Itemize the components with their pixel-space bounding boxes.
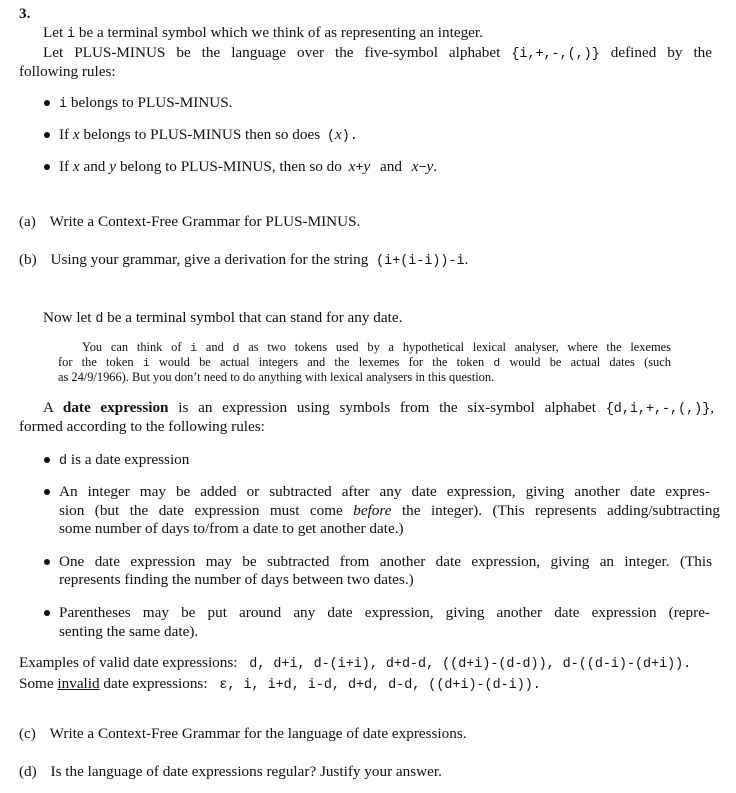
- part-label: (c): [19, 725, 36, 742]
- date-intro: [43, 309, 402, 329]
- text: be a terminal symbol that can stand for any date.: [107, 309, 403, 326]
- invalid-list: ε, i, i+d, i-d, d+d, d-d, ((d+i)-(d-i)).: [219, 678, 541, 693]
- part-text: Write a Context-Free Grammar for the language of date expressions.: [49, 725, 467, 742]
- part-b: [19, 251, 468, 271]
- text: is an expression using symbols from the six-symbol alphabet: [178, 399, 597, 416]
- text: A: [43, 399, 54, 416]
- part-text: Write a Context-Free Grammar for PLUS-MINUS.: [49, 213, 361, 230]
- part-label: (d): [19, 763, 37, 780]
- alphabet: {i,+,-,(,)}: [511, 47, 600, 62]
- text: ,: [710, 399, 715, 416]
- part-d: [19, 763, 442, 781]
- var-x: x: [335, 126, 342, 143]
- var-x: x: [72, 158, 80, 175]
- date-rule-3-line-1: One date expression may be subtracted from another date expression, giving an integer. (This: [59, 553, 712, 570]
- text: as two tokens used by a hypothetical lexical analyser, where the lexemes: [248, 340, 671, 354]
- alphabet: {d,i,+,-,(,)}: [605, 402, 711, 417]
- operator: +: [355, 161, 364, 176]
- note-line-3: as 24/9/1966). But you don’t need to do anything with lexical analysers in this question.: [58, 370, 495, 384]
- text: date expressions:: [103, 675, 208, 692]
- text: Now let: [43, 309, 92, 326]
- part-c: [19, 725, 467, 743]
- date-expression-definition-line-2: formed according to the following rules:: [19, 418, 265, 435]
- date-rule-2-line-3: some number of days to/from a date to get another date.): [59, 520, 404, 537]
- text: for the token: [58, 355, 134, 369]
- rule-3: [59, 158, 437, 178]
- part-text: Is the language of date expressions regular? Justify your answer.: [50, 763, 442, 780]
- symbol-d: d: [232, 343, 240, 355]
- paren: ).: [341, 129, 358, 144]
- text: is a date expression: [70, 451, 190, 468]
- text: Let PLUS-MINUS be the language over the five-symbol alphabet: [43, 44, 501, 61]
- var-y: y: [109, 158, 116, 175]
- var-x: x: [411, 158, 419, 175]
- symbol-d: d: [95, 312, 104, 327]
- symbol-i: i: [142, 358, 150, 370]
- var-x: x: [348, 158, 356, 175]
- date-rule-3-line-2: represents finding the number of days between two dates.): [59, 571, 414, 588]
- text: would be actual dates (such: [509, 355, 671, 369]
- valid-examples: [19, 654, 691, 674]
- part-text: Using your grammar, give a derivation for the string: [50, 251, 369, 268]
- bullet: [44, 132, 50, 138]
- date-expression-definition: [43, 399, 714, 419]
- rule-2: [59, 126, 358, 146]
- text: and: [83, 158, 106, 175]
- text: If: [59, 158, 70, 175]
- text: Some: [19, 675, 54, 692]
- text: would be actual integers and the lexemes for the token: [158, 355, 485, 369]
- part-label: (a): [19, 213, 36, 230]
- text: You can think of: [82, 340, 182, 354]
- symbol-i: i: [67, 27, 76, 42]
- text: .: [464, 251, 469, 268]
- text: .: [433, 158, 438, 175]
- var-y: y: [426, 158, 434, 175]
- symbol-d: d: [493, 358, 501, 370]
- text: the integer). (This represents adding/subtracting: [401, 502, 721, 519]
- paren: (: [326, 129, 335, 144]
- part-a: [19, 213, 360, 231]
- text: and: [205, 340, 224, 354]
- invalid-examples: [19, 675, 541, 695]
- symbol-i: i: [59, 97, 68, 112]
- operator: −: [418, 161, 427, 176]
- term-date-expression: date expression: [62, 399, 169, 416]
- underlined-word: invalid: [57, 675, 100, 692]
- valid-list: d, d+i, d-(i+i), d+d-d, ((d+i)-(d-d)), d-((d-i)-(d+i)).: [249, 657, 692, 672]
- text: belongs to PLUS-MINUS then so does: [83, 126, 321, 143]
- text: be a terminal symbol which we think of as representing an integer.: [78, 24, 483, 41]
- text: defined by the: [610, 44, 713, 61]
- text: belong to PLUS-MINUS, then so do: [119, 158, 342, 175]
- intro-line-3: following rules:: [19, 63, 116, 80]
- date-rule-4-line-2: senting the same date).: [59, 623, 199, 640]
- bullet: [44, 610, 50, 616]
- var-y: y: [363, 158, 371, 175]
- example-string: (i+(i-i))-i: [376, 254, 465, 269]
- date-rule-2-line-1: An integer may be added or subtracted after any date expression, giving another date expres-: [59, 483, 710, 500]
- bullet: [44, 489, 50, 495]
- date-rule-1: [59, 451, 189, 471]
- rule-1: [59, 94, 232, 114]
- bullet: [44, 457, 50, 463]
- symbol-i: i: [190, 343, 198, 355]
- var-x: x: [72, 126, 80, 143]
- text: belongs to PLUS-MINUS.: [70, 94, 233, 111]
- text: Examples of valid date expressions:: [19, 654, 238, 671]
- bullet: [44, 164, 50, 170]
- symbol-d: d: [59, 454, 68, 469]
- intro-line-1: [43, 24, 483, 44]
- question-number: 3.: [19, 5, 31, 22]
- date-rule-4-line-1: Parentheses may be put around any date expression, giving another date expression (repre-: [59, 604, 710, 621]
- text: Let: [43, 24, 64, 41]
- part-label: (b): [19, 251, 37, 268]
- emphasis: before: [353, 502, 392, 519]
- text: If: [59, 126, 70, 143]
- date-rule-2-line-2: [59, 502, 720, 520]
- bullet: [44, 559, 50, 565]
- bullet: [44, 100, 50, 106]
- intro-line-2: [43, 44, 712, 64]
- text: and: [380, 158, 402, 175]
- text: sion (but the date expression must come: [59, 502, 343, 519]
